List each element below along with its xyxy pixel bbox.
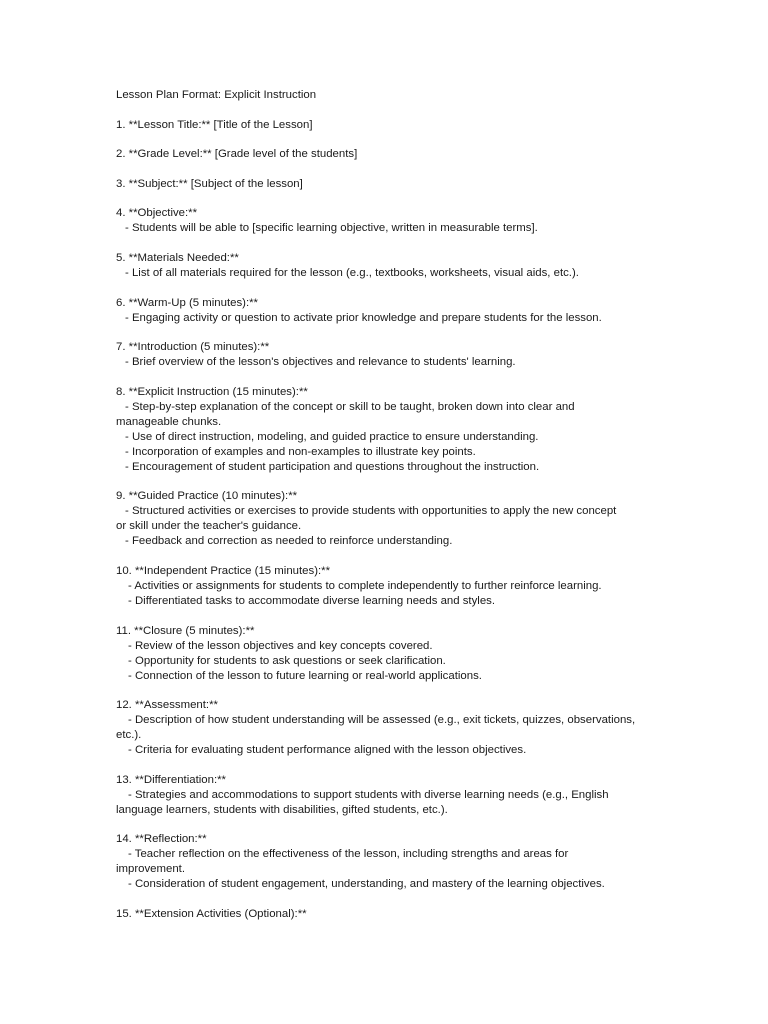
- section-line: - Teacher reflection on the effectiveness of the lesson, including strengths and areas for: [128, 848, 569, 861]
- section-10: [116, 564, 656, 609]
- section-line: etc.).: [116, 729, 142, 742]
- section-line: - Consideration of student engagement, understanding, and mastery of the learning objectives.: [128, 878, 605, 891]
- section-15: [116, 907, 656, 922]
- section-line: - Students will be able to [specific learning objective, written in measurable terms].: [125, 222, 538, 235]
- section-line: - Feedback and correction as needed to reinforce understanding.: [125, 535, 453, 548]
- section-9: [116, 489, 656, 549]
- section-line: - Differentiated tasks to accommodate diverse learning needs and styles.: [128, 594, 496, 607]
- section-heading: 7. **Introduction (5 minutes):**: [116, 341, 270, 354]
- section-line: - Criteria for evaluating student performance aligned with the lesson objectives.: [128, 744, 527, 757]
- section-heading: 5. **Materials Needed:**: [116, 251, 239, 264]
- section-11: [116, 624, 656, 684]
- section-heading: 9. **Guided Practice (10 minutes):**: [116, 490, 298, 503]
- section-line: - Use of direct instruction, modeling, and guided practice to ensure understanding.: [125, 430, 539, 443]
- section-6: [116, 296, 656, 326]
- section-14: [116, 832, 656, 892]
- section-heading: 6. **Warm-Up (5 minutes):**: [116, 296, 258, 309]
- section-13: [116, 773, 656, 818]
- section-heading: 15. **Extension Activities (Optional):**: [116, 907, 307, 920]
- section-line: - Incorporation of examples and non-examples to illustrate key points.: [125, 445, 476, 458]
- section-4: [116, 206, 656, 236]
- section-line: - Opportunity for students to ask questions or seek clarification.: [128, 654, 446, 667]
- section-line: - Strategies and accommodations to support students with diverse learning needs (e.g., English: [128, 788, 609, 801]
- section-1: [116, 118, 656, 133]
- document-body: [116, 88, 656, 922]
- section-heading: 13. **Differentiation:**: [116, 773, 226, 786]
- section-7: [116, 340, 656, 370]
- section-line: - Engaging activity or question to activate prior knowledge and prepare students for the lesson.: [125, 311, 602, 324]
- section-line: - Activities or assignments for students to complete independently to further reinforce learning.: [128, 579, 602, 592]
- section-heading: 2. **Grade Level:** [Grade level of the students]: [116, 148, 358, 161]
- document-title: Lesson Plan Format: Explicit Instruction: [116, 89, 317, 101]
- section-line: - Structured activities or exercises to provide students with opportunities to apply the new concept: [125, 505, 617, 518]
- section-line: - Step-by-step explanation of the concept or skill to be taught, broken down into clear and: [125, 400, 575, 413]
- section-2: [116, 147, 656, 162]
- section-8: [116, 385, 656, 475]
- section-heading: 4. **Objective:**: [116, 207, 198, 220]
- section-line: - Brief overview of the lesson's objectives and relevance to students' learning.: [125, 356, 516, 369]
- section-heading: 14. **Reflection:**: [116, 833, 207, 846]
- section-line: - Connection of the lesson to future learning or real-world applications.: [128, 669, 482, 682]
- section-heading: 8. **Explicit Instruction (15 minutes):**: [116, 385, 308, 398]
- section-line: - List of all materials required for the lesson (e.g., textbooks, worksheets, visual aids, etc.).: [125, 266, 579, 279]
- section-line: - Encouragement of student participation and questions throughout the instruction.: [125, 460, 540, 473]
- section-line: improvement.: [116, 863, 186, 876]
- section-heading: 3. **Subject:** [Subject of the lesson]: [116, 177, 303, 190]
- section-heading: 11. **Closure (5 minutes):**: [116, 624, 255, 637]
- section-5: [116, 251, 656, 281]
- section-line: or skill under the teacher's guidance.: [116, 520, 302, 533]
- section-12: [116, 698, 656, 758]
- section-heading: 10. **Independent Practice (15 minutes):**: [116, 564, 331, 577]
- section-3: [116, 177, 656, 192]
- section-line: manageable chunks.: [116, 415, 222, 428]
- section-line: - Review of the lesson objectives and key concepts covered.: [128, 639, 433, 652]
- section-line: - Description of how student understanding will be assessed (e.g., exit tickets, quizzes, observations,: [128, 714, 636, 727]
- section-heading: 12. **Assessment:**: [116, 699, 218, 712]
- section-line: language learners, students with disabilities, gifted students, etc.).: [116, 803, 448, 816]
- section-heading: 1. **Lesson Title:** [Title of the Lesson]: [116, 118, 313, 131]
